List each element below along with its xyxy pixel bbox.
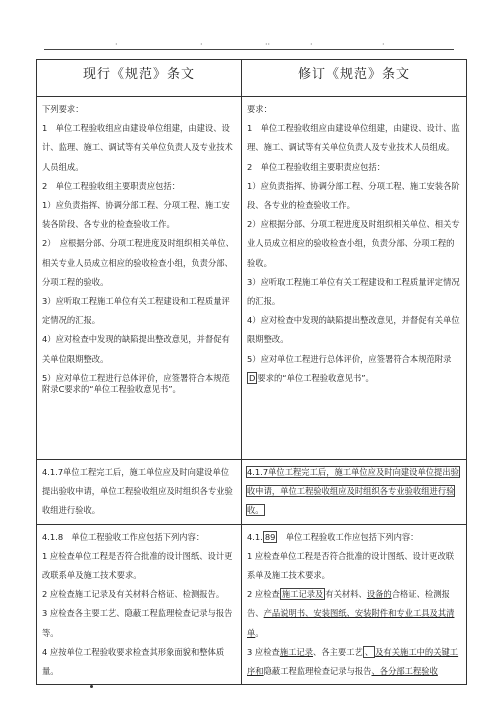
clause-number-changed: 89 (264, 531, 276, 542)
clause-part: 、各主要工艺 (313, 646, 363, 657)
revised-cell-3 (242, 524, 467, 685)
clause-text: 1 应检查单位工程是否符合批准的设计图纸、设计更改联系单及施工技术要求。 (247, 550, 455, 581)
clause-text (247, 585, 461, 643)
comparison-table (36, 59, 467, 685)
clause-part: 单位工程验收工作应包括下列内容： (277, 531, 419, 542)
clause-text: 2）应根据分部、分项工程进度及时组织相关单位、相关专业人员成立相应的验收检查小组，负责分部、分项工程的验收。 (247, 219, 460, 268)
clause-text: 3 应检查各主要工艺、隐蔽工程监理检查记录与报告等。 (42, 608, 233, 638)
revised-cell-1 (242, 97, 467, 460)
clause-part: 。 (255, 627, 264, 638)
clause-text: 5）应对单位工程进行总体评价，应签署符合本规范附录C要求的“单位工程验收意见书”。 (42, 372, 230, 394)
current-cell-1 (37, 97, 242, 460)
clause-part-added: 施工记录 (279, 646, 314, 657)
clause-text: 4）应对检查中发现的缺陷提出整改意见，并督促有关单位限期整改。 (42, 334, 230, 364)
table-row (37, 97, 467, 460)
clause-text: 要求： (247, 104, 272, 114)
clause-text: 4）应对检查中发现的缺陷提出整改意见，并督促有关单位限期整改。 (247, 315, 460, 345)
clause-part: 5）应对单位工程进行总体评价，应签署符合本规范附录 (247, 353, 452, 364)
header-current: 现行《规范》条文 (37, 60, 242, 97)
revised-cell-2 (242, 460, 467, 525)
clause-text (247, 643, 461, 681)
clause-text: 2 单位工程验收组主要职责应包括： (42, 180, 181, 191)
header-mark: · (200, 40, 203, 49)
header-marks (60, 42, 440, 48)
clause-part: 合格证、检测报告、 (247, 589, 450, 619)
clause-text: 1 应检查单位工程是否符合批准的设计图纸、设计更改联系单及施工技术要求。 (42, 550, 233, 581)
clause-text: 2 应检查施工记录及有关材料合格证、检测报告。 (42, 589, 225, 600)
header-mark: · (310, 40, 313, 49)
clause-part: 2 应检查 (247, 589, 280, 600)
clause-text: 1 单位工程验收组应由建设单位组建，由建设、设计、监理、施工、调试等有关单位负责人及专业技术人员组成。 (247, 123, 460, 153)
clause-part-changed: 施工记录及 (281, 589, 324, 600)
clause-text: 2） 应根据分部、分项工程进度及时组织相关单位、相关专业人员成立相应的验收检查小组，负责分部、分项工程的验收。 (42, 238, 234, 287)
clause-number: 4.1. (247, 531, 263, 542)
clause-part: 要求的“单位工程验收意见书”。 (257, 372, 374, 383)
header-mark: · (382, 40, 385, 49)
clause-part: 隐蔽工程监理检查记录与报告 (263, 666, 372, 677)
clause-text: 2 单位工程验收组主要职责应包括： (247, 161, 386, 172)
clause-part-added: 、各分部工程验收 (371, 666, 438, 677)
clause-title (247, 528, 461, 547)
header-mark: ·· (265, 40, 271, 49)
clause-text: 3）应听取工程施工单位有关工程建设和工程质量评定情况的汇报。 (247, 276, 460, 307)
table-row (37, 524, 467, 685)
clause-part-added: 设备的 (366, 589, 392, 600)
clause-part: 3 应检查 (247, 646, 280, 657)
table-row (37, 460, 467, 525)
page-dot (90, 685, 93, 688)
clause-text: 3）应听取工程施工单位有关工程建设和工程质量评定情况的汇报。 (42, 296, 230, 326)
header-revised: 修订《规范》条文 (242, 60, 467, 97)
clause-part-added: 产品说明书、安装图纸、安装附件和专业工具及其清单 (247, 608, 455, 638)
revised-clause-boxed: 4.1.7单位工程完工后，施工单位应及时向建设单位提出验收申请，单位工程验收组应及时组织各专业验收组进行验收。 (247, 467, 459, 516)
clause-text: 1）应负责指挥、协调分部工程、分项工程、施工安装各阶段、各专业的检查验收工作。 (247, 180, 460, 211)
clause-text (247, 350, 461, 388)
revised-appendix-letter: D (249, 372, 256, 383)
clause-text: 下列要求： (42, 104, 84, 114)
current-cell-3 (37, 524, 242, 685)
clause-text: 4.1.8 单位工程验收工作应包括下列内容： (42, 531, 205, 542)
current-cell-2: 4.1.7单位工程完工后，施工单位应及时向建设单位提出验收申请，单位工程验收组应及时组织各专业验收组进行验收。 (37, 460, 242, 525)
clause-part-added: 及有关施工中的关键工序和 (247, 646, 459, 677)
clause-part: 有关材料、 (325, 589, 367, 600)
clause-part-changed: 、 (364, 646, 374, 657)
clause-text: 4 应按单位工程验收要求检查其形象面貌和整体质量。 (42, 646, 225, 677)
header-mark: · (115, 40, 118, 49)
clause-text: 1）应负责指挥、协调分部工程、分项工程、施工安装各阶段、各专业的检查验收工作。 (42, 200, 230, 230)
clause-text: 1 单位工程验收组应由建设单位组建，由建设、设计、监理、施工、调试等有关单位负责人及专业技术人员组成。 (42, 123, 233, 172)
header-rule (44, 49, 454, 50)
table-header-row (37, 60, 467, 97)
